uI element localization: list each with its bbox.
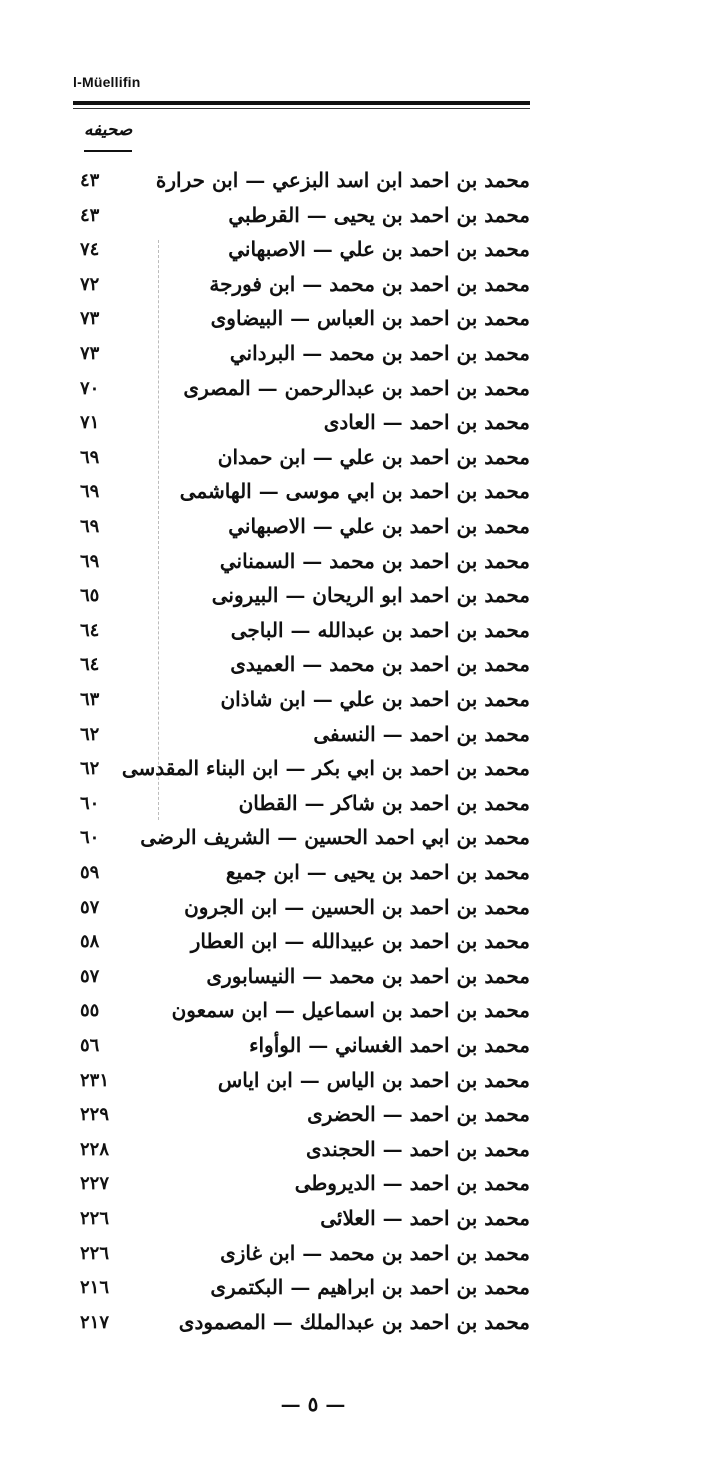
entry-page-number: ٦٩ — [80, 550, 100, 572]
index-entry — [80, 475, 530, 509]
header-rule-thick — [73, 101, 530, 105]
index-entry — [80, 233, 530, 267]
entry-name: محمد بن احمد ابن اسد البزعي — ابن حرارة — [155, 168, 530, 192]
entry-name: محمد بن ابي احمد الحسين — الشريف الرضى — [140, 825, 530, 850]
entry-name: محمد بن احمد — الحضرى — [307, 1102, 530, 1127]
index-entry — [80, 199, 530, 233]
page-folio: — ٥ — — [280, 1392, 346, 1416]
index-entry — [80, 1029, 530, 1063]
entry-page-number: ٦٢ — [80, 723, 100, 745]
entry-page-number: ٢٢٩ — [80, 1104, 110, 1126]
index-entry — [80, 1271, 530, 1305]
index-entry — [80, 718, 530, 752]
index-entry — [80, 337, 530, 371]
entry-page-number: ٥٥ — [80, 1000, 100, 1022]
entry-page-number: ٥٧ — [80, 896, 100, 918]
index-entry — [80, 1098, 530, 1132]
entry-name: محمد بن احمد بن ابراهيم — البكتمرى — [210, 1275, 530, 1300]
entry-page-number: ٧٣ — [80, 308, 100, 330]
index-entry — [80, 925, 530, 959]
index-entry — [80, 891, 530, 925]
entry-page-number: ٧٣ — [80, 343, 100, 364]
entry-name: محمد بن احمد بن محمد — العميدى — [230, 652, 530, 677]
entry-name: محمد بن احمد بن ابي موسى — الهاشمى — [179, 479, 530, 504]
index-entry — [80, 302, 530, 336]
entry-page-number: ٦٩ — [80, 481, 100, 503]
index-entry — [80, 579, 530, 613]
index-entry — [80, 1202, 530, 1236]
entry-page-number: ٥٨ — [80, 931, 100, 953]
entry-name: محمد بن احمد — العلائى — [320, 1206, 530, 1230]
entry-name: محمد بن احمد بن محمد — النيسابورى — [206, 963, 530, 988]
entry-name: محمد بن احمد بن اسماعيل — ابن سمعون — [171, 998, 530, 1023]
entry-name: محمد بن احمد بن عبدالملك — المصمودى — [178, 1309, 530, 1334]
entry-name: محمد بن احمد بن عبدالله — الباجى — [230, 617, 530, 642]
entry-name: محمد بن احمد بن علي — ابن شاذان — [220, 687, 530, 711]
entry-name: محمد بن احمد — الديروطى — [294, 1171, 530, 1196]
entry-page-number: ٧٤ — [80, 239, 100, 261]
index-entry — [80, 614, 530, 648]
entry-page-number: ٦٤ — [80, 654, 100, 676]
entry-name: محمد بن احمد بن عبدالرحمن — المصرى — [183, 375, 530, 400]
index-entry — [80, 856, 530, 890]
entry-name: محمد بن احمد بن علي — الاصبهاني — [228, 514, 530, 538]
index-entry — [80, 752, 530, 786]
entry-page-number: ٢١٦ — [80, 1277, 110, 1299]
entry-page-number: ٧٢ — [80, 273, 100, 295]
index-entry — [80, 787, 530, 821]
entry-name: محمد بن احمد بن العباس — البيضاوى — [210, 306, 530, 331]
entry-page-number: ٦٣ — [80, 689, 100, 710]
entry-page-number: ٧١ — [80, 412, 100, 434]
entry-page-number: ٦٠ — [80, 792, 100, 814]
entry-name: محمد بن احمد بن محمد — ابن غازى — [220, 1240, 530, 1265]
entry-page-number: ٧٠ — [80, 377, 100, 399]
entry-page-number: ٢٢٦ — [80, 1208, 110, 1229]
entry-name: محمد بن احمد بن ابي بكر — ابن البناء المقدسى — [121, 756, 530, 781]
index-entry — [80, 1167, 530, 1201]
index-entry — [80, 1306, 530, 1340]
entry-name: محمد بن احمد بن علي — الاصبهاني — [228, 237, 530, 262]
index-entry — [80, 510, 530, 544]
index-entry — [80, 1133, 530, 1167]
entry-name: محمد بن احمد — النسفى — [313, 721, 530, 746]
entry-name: محمد بن احمد بن شاكر — القطان — [238, 790, 530, 815]
entry-page-number: ٢٣١ — [80, 1069, 110, 1091]
entry-name: محمد بن احمد الغساني — الوأواء — [249, 1033, 530, 1057]
entry-page-number: ٥٧ — [80, 965, 100, 987]
entry-page-number: ٦٥ — [80, 585, 100, 607]
entry-name: محمد بن احمد بن محمد — السمناني — [219, 548, 530, 573]
index-entry — [80, 994, 530, 1028]
entry-name: محمد بن احمد بن يحيى — ابن جميع — [225, 860, 530, 884]
entry-name: محمد بن احمد — العادى — [323, 410, 530, 435]
entry-page-number: ٢٢٨ — [80, 1138, 110, 1160]
entry-page-number: ٥٩ — [80, 862, 100, 883]
entry-page-number: ٢١٧ — [80, 1311, 110, 1333]
entry-page-number: ٤٣ — [80, 170, 100, 191]
entry-name: محمد بن احمد بن محمد — البرداني — [229, 341, 530, 365]
entry-page-number: ٦٩ — [80, 516, 100, 537]
page-column-header: صحيفه — [84, 120, 133, 140]
index-entry — [80, 960, 530, 994]
entry-name: محمد بن احمد بن الياس — ابن اياس — [217, 1067, 530, 1092]
index-entry — [80, 821, 530, 855]
entry-page-number: ٦٩ — [80, 446, 100, 468]
index-entry — [80, 545, 530, 579]
index-entry — [80, 164, 530, 198]
entry-page-number: ٥٦ — [80, 1035, 100, 1056]
index-entry — [80, 268, 530, 302]
entry-name: محمد بن احمد بن الحسين — ابن الجرون — [184, 894, 530, 919]
entry-name: محمد بن احمد بن يحيى — القرطبي — [228, 202, 530, 227]
header-rule-thin — [73, 108, 530, 109]
entry-page-number: ٢٢٧ — [80, 1173, 110, 1195]
entry-page-number: ٦٠ — [80, 827, 100, 849]
index-entry — [80, 372, 530, 406]
entry-page-number: ٦٢ — [80, 758, 100, 780]
running-title: l-Müellifin — [73, 74, 141, 90]
entry-name: محمد بن احمد — الحجندى — [306, 1136, 530, 1161]
entry-name: محمد بن احمد بن عبيدالله — ابن العطار — [190, 929, 530, 954]
index-entry — [80, 1064, 530, 1098]
entry-page-number: ٤٣ — [80, 204, 100, 226]
column-header-underline — [84, 150, 132, 152]
entry-name: محمد بن احمد ابو الريحان — البيرونى — [211, 583, 530, 608]
entry-name: محمد بن احمد بن علي — ابن حمدان — [217, 444, 530, 469]
entry-page-number: ٦٤ — [80, 619, 100, 641]
entry-name: محمد بن احمد بن محمد — ابن فورجة — [209, 271, 530, 296]
index-entry — [80, 683, 530, 717]
index-entry — [80, 1237, 530, 1271]
index-entry — [80, 406, 530, 440]
index-entry — [80, 648, 530, 682]
index-entry — [80, 441, 530, 475]
entry-page-number: ٢٢٦ — [80, 1242, 110, 1264]
